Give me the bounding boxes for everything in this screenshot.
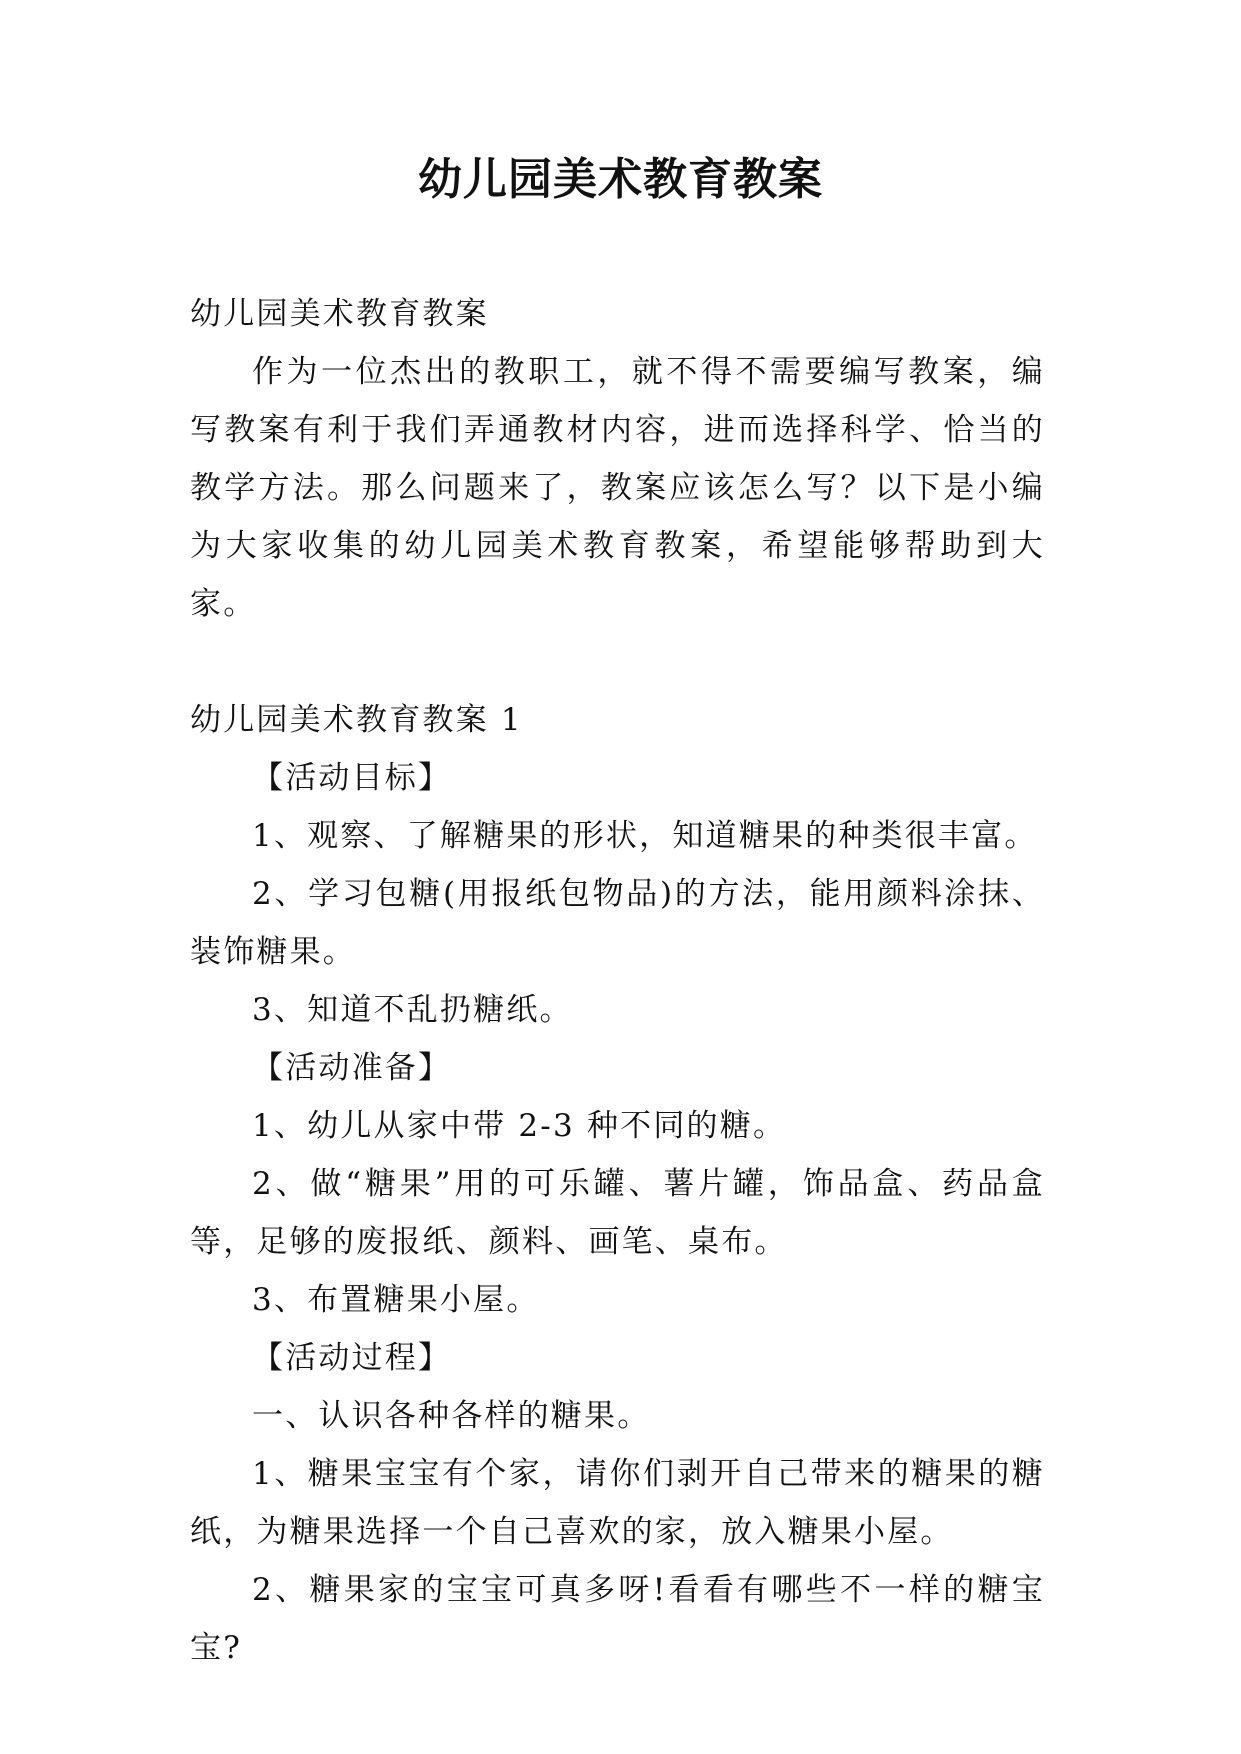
paragraph-spacer [190, 633, 1045, 691]
goal-item-2: 2、学习包糖(用报纸包物品)的方法，能用颜料涂抹、装饰糖果。 [190, 876, 1045, 970]
section-heading: 幼儿园美术教育教案 1 [190, 702, 523, 738]
goal-item-1: 1、观察、了解糖果的形状，知道糖果的种类很丰富。 [252, 818, 1038, 854]
preparation-item-2: 2、做“糖果”用的可乐罐、薯片罐，饰品盒、药品盒等，足够的废报纸、颜料、画笔、桌布。 [190, 1166, 1045, 1260]
heading-activity-process: 【活动过程】 [252, 1340, 452, 1376]
preparation-item-3: 3、布置糖果小屋。 [252, 1282, 540, 1318]
goal-item-3: 3、知道不乱扔糖纸。 [252, 992, 573, 1028]
process-substep-2: 2、糖果家的宝宝可真多呀!看看有哪些不一样的糖宝宝? [190, 1572, 1045, 1666]
preparation-item-1: 1、幼儿从家中带 2-3 种不同的糖。 [252, 1108, 787, 1144]
heading-activity-preparation: 【活动准备】 [252, 1050, 452, 1086]
paragraph-subtitle: 幼儿园美术教育教案 [190, 296, 489, 332]
process-substep-1: 1、糖果宝宝有个家，请你们剥开自己带来的糖果的糖纸，为糖果选择一个自己喜欢的家，放入糖果小屋。 [190, 1456, 1045, 1550]
document-body [190, 285, 1045, 1677]
document-title: 幼儿园美术教育教案 [418, 154, 823, 205]
paragraph-intro: 作为一位杰出的教职工，就不得不需要编写教案，编写教案有利于我们弄通教材内容，进而选择科学、恰当的教学方法。那么问题来了，教案应该怎么写？以下是小编为大家收集的幼儿园美术教育教案，希望能够帮助到大家。 [190, 354, 1045, 622]
process-step-1: 一、认识各种各样的糖果。 [252, 1398, 651, 1434]
heading-activity-goals: 【活动目标】 [252, 760, 452, 796]
